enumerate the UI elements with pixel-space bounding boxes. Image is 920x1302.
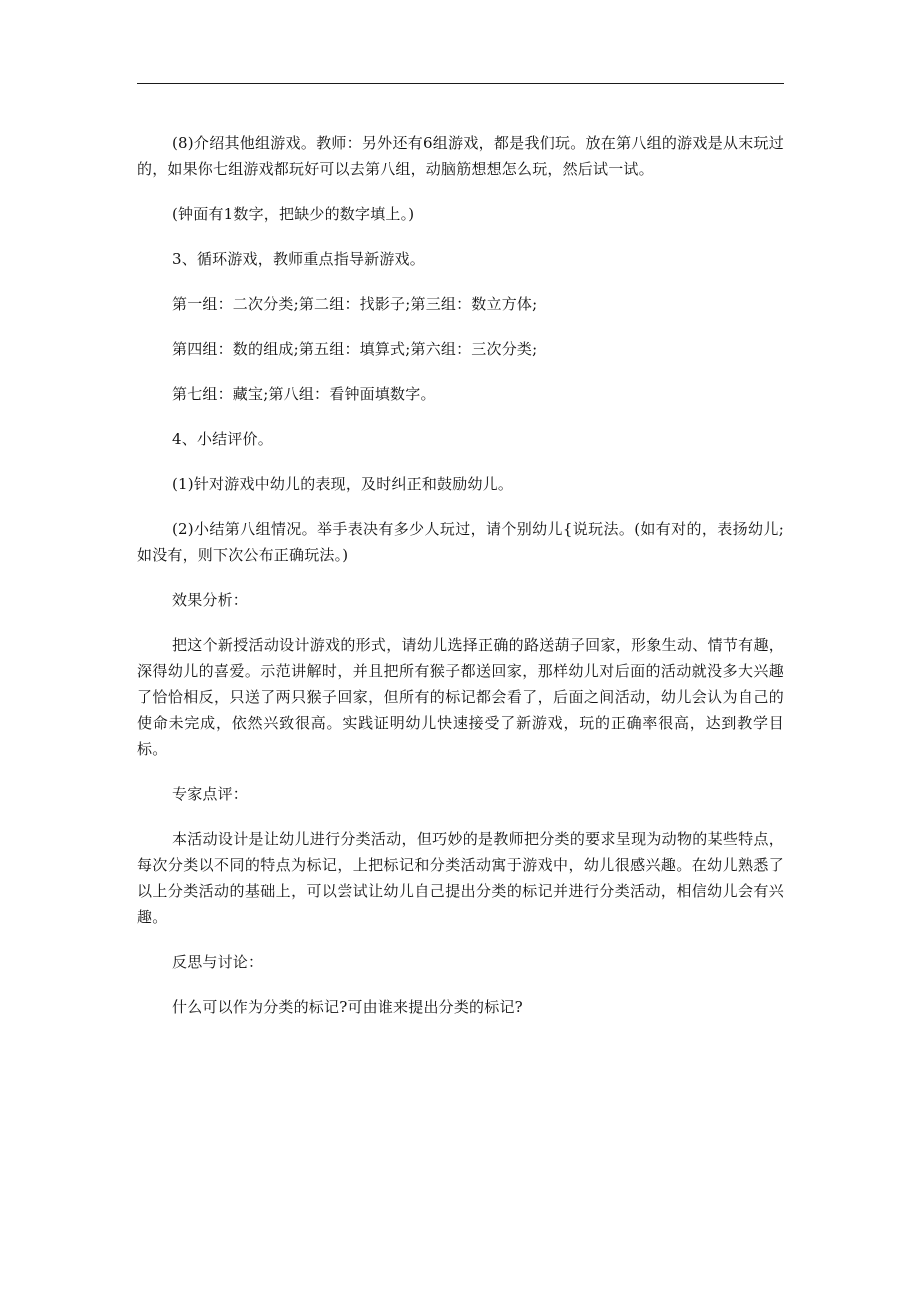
paragraph-clock-note: (钟面有1数字，把缺少的数字填上。) — [172, 205, 415, 223]
paragraph-groups-1-3: 第一组：二次分类;第二组：找影子;第三组：数立方体; — [172, 295, 538, 313]
paragraph-intro-other-games: (8)介绍其他组游戏。教师：另外还有6组游戏，都是我们玩。放在第八组的游戏是从末玩过的，如果你七组游戏都玩好可以去第八组，动脑筋想想怎么玩，然后试一试。 — [137, 134, 784, 178]
paragraph-step-3: 3、循环游戏，教师重点指导新游戏。 — [172, 250, 425, 268]
paragraph-expert-review: 本活动设计是让幼儿进行分类活动，但巧妙的是教师把分类的要求呈现为动物的某些特点，每次分类以不同的特点为标记，上把标记和分类活动寓于游戏中，幼儿很感兴趣。在幼儿熟悉了以上分类活动的基础上，可以尝试让幼儿自己提出分类的标记并进行分类活动，相信幼儿会有兴趣。 — [137, 830, 784, 926]
document-body — [137, 130, 784, 1039]
paragraph-summary-2: (2)小结第八组情况。举手表决有多少人玩过，请个别幼儿{说玩法。(如有对的，表扬幼儿;如没有，则下次公布正确玩法。) — [137, 520, 784, 564]
header-rule — [137, 83, 784, 84]
paragraph-reflection-question: 什么可以作为分类的标记?可由谁来提出分类的标记? — [172, 998, 523, 1016]
paragraph-groups-7-8: 第七组：藏宝;第八组：看钟面填数字。 — [172, 385, 436, 403]
paragraph-summary-1: (1)针对游戏中幼儿的表现，及时纠正和鼓励幼儿。 — [172, 475, 514, 493]
heading-reflection: 反思与讨论： — [172, 953, 264, 971]
heading-expert-review: 专家点评： — [172, 785, 249, 803]
paragraph-effect-analysis: 把这个新授活动设计游戏的形式，请幼儿选择正确的路送葫子回家，形象生动、情节有趣，深得幼儿的喜爱。示范讲解时，并且把所有猴子都送回家，那样幼儿对后面的活动就没多大兴趣了恰恰相反，只送了两只猴子回家，但所有的标记都会看了，后面之间活动，幼儿会认为自己的使命未完成，依然兴致很高。实践证明幼儿快速接受了新游戏，玩的正确率很高，达到教学目标。 — [137, 636, 784, 758]
paragraph-step-4: 4、小结评价。 — [172, 430, 273, 448]
paragraph-groups-4-6: 第四组：数的组成;第五组：填算式;第六组：三次分类; — [172, 340, 538, 358]
heading-effect-analysis: 效果分析： — [172, 591, 249, 609]
